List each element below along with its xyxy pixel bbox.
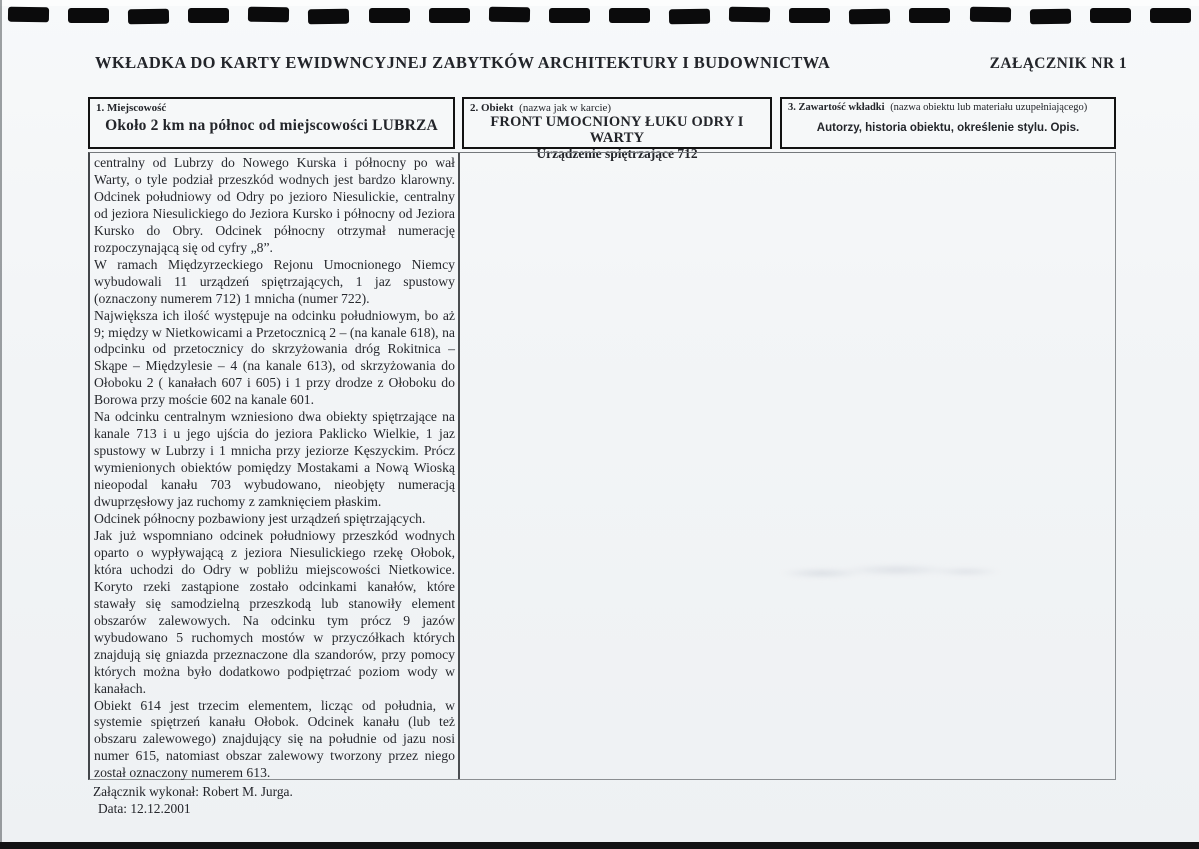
- field-zawartosc-label: [782, 99, 1114, 114]
- field-zawartosc-label-note: (nazwa obiektu lub materiału uzupełniającego): [890, 102, 1088, 113]
- binding-hole: [789, 8, 830, 23]
- field-obiekt-value-line2: Urządzenie spiętrzające 712: [536, 146, 698, 161]
- paragraph: Największa ich ilość występuje na odcinku południowym, bo aż 9; między w Nietkowicami a Przetocznicą 2 – (na kanale 618), na odpcinku od przetocznicy do skrzyżowania dróg Rokitnica – Skąpe – Międzylesie – 4 (na kanale 613), od skrzyżowania do Ołoboku 2 ( kanałach 607 i 605) i 1 przy drodze z Ołoboku do Borowa przy moście 602 na kanale 601.: [94, 307, 455, 408]
- annex-label: ZAŁĄCZNIK NR 1: [989, 55, 1127, 72]
- field-obiekt-label: [464, 99, 770, 114]
- field-obiekt-value-line1: FRONT UMOCNIONY ŁUKU ODRY I WARTY: [490, 114, 744, 146]
- binding-hole: [849, 9, 890, 25]
- field-miejscowosc-value: Około 2 km na północ od miejscowości LUBRZA: [105, 117, 438, 134]
- binding-hole: [128, 9, 169, 25]
- signature-block: [93, 783, 293, 817]
- binding-hole: [1090, 8, 1131, 23]
- paragraph: centralny od Lubrzy do Nowego Kurska i północny po wał Warty, o tyle podział przeszkód wodnych jest bardzo klarowny. Odcinek południowy od Odry po jezioro Niesulickie, centralny od jeziora Niesulickiego do Jeziora Kursko i północny od Jeziora Kursko do Obry. Odcinek północny otrzymał numerację rozpoczynającą się od cyfry „8”.: [94, 155, 455, 255]
- binding-hole: [609, 8, 650, 23]
- field-zawartosc-value: Autorzy, historia obiektu, określenie stylu. Opis.: [816, 122, 1080, 134]
- binding-hole: [489, 7, 530, 23]
- paragraph: Na odcinku centralnym wzniesiono dwa obiekty spiętrzające na kanale 713 i u jego ujścia do jeziora Paklicko Wielkie, 1 jaz spustowy w Lubrzy i 1 mnicha przy jeziorze Kęszyckim. Prócz wymienionych obiektów pomiędzy Mostakami a Nową Wioską nieopodal kanału 703 wybudowano, nieobjęty numeracją dwuprzęsłowy jaz ruchomy z zamknięciem płaskim.: [94, 409, 455, 510]
- binding-hole: [369, 8, 410, 23]
- field-miejscowosc-label-text: 1. Miejscowość: [96, 102, 167, 114]
- document-header: [95, 53, 1127, 73]
- binding-hole: [248, 7, 289, 23]
- field-obiekt-label-note: (nazwa jak w karcie): [519, 102, 612, 114]
- field-zawartosc: [780, 97, 1116, 149]
- page-title: WKŁADKA DO KARTY EWIDWNCYJNEJ ZABYTKÓW ARCHITEKTURY I BUDOWNICTWA: [95, 53, 831, 72]
- field-miejscowosc-label: [90, 99, 453, 114]
- binding-hole: [549, 8, 590, 23]
- binding-hole: [729, 7, 770, 23]
- binding-hole: [8, 7, 49, 23]
- binding-hole: [68, 8, 109, 23]
- scan-edge-top: [0, 0, 1199, 6]
- column-divider: [458, 153, 460, 779]
- scan-edge-left: [0, 0, 2, 849]
- date-line: Data: 12.12.2001: [98, 801, 191, 816]
- binding-hole: [308, 9, 349, 25]
- paragraph: W ramach Międzyrzeckiego Rejonu Umocnionego Niemcy wybudowali 11 urządzeń spiętrzających, 1 jaz spustowy (oznaczony numerem 712) 1 mnicha (numer 722).: [94, 256, 455, 306]
- scan-edge-bottom: [0, 842, 1199, 849]
- binding-hole: [909, 8, 950, 23]
- prepared-by-line: Załącznik wykonał: Robert M. Jurga.: [93, 784, 293, 799]
- field-miejscowosc: [88, 97, 455, 149]
- field-obiekt-label-text: 2. Obiekt: [470, 102, 514, 114]
- binding-hole: [429, 8, 470, 23]
- binding-strip: [8, 8, 1191, 24]
- field-obiekt: [462, 97, 772, 161]
- binding-hole: [669, 9, 710, 25]
- field-zawartosc-label-text: 3. Zawartość wkładki: [788, 102, 885, 113]
- paragraph: Odcinek północny pozbawiony jest urządzeń spiętrzających.: [94, 511, 426, 527]
- binding-hole: [188, 8, 229, 23]
- binding-hole: [1029, 9, 1070, 25]
- binding-hole: [969, 7, 1010, 23]
- paragraph: Jak już wspomniano odcinek południowy przeszkód wodnych oparto o wypływającą z jeziora Niesulickiego rzekę Ołobok, która uchodzi do Odry w pobliżu miejscowości Nietkowice. Koryto rzeki zastąpione zostało odcinkami kanałów, które stawały się samodzielną przeszkodą lub stanowiły element obszarów zalewowych. Na odcinku tym prócz 9 jazów wybudowano 5 ruchomych mostów w przyczółkach których znajdują się gniazda przeznaczone dla szandorów, przy pomocy których można było dodatkowo podpiętrzać poziom wody w kanałach.: [94, 527, 455, 696]
- bleed-through-smudge: [702, 554, 1002, 586]
- binding-hole: [1150, 8, 1191, 23]
- paragraph: Obiekt 614 jest trzecim elementem, licząc od południa, w systemie spiętrzeń kanału Ołobok. Odcinek kanału (lub też obszaru zalewowego) znajdujący się na południe od jazu nosi numer 615, natomiast obszar zalewowy tworzony przez niego został oznaczony numerem 613.: [94, 697, 455, 781]
- body-text: [94, 155, 455, 782]
- content-box: [88, 152, 1116, 780]
